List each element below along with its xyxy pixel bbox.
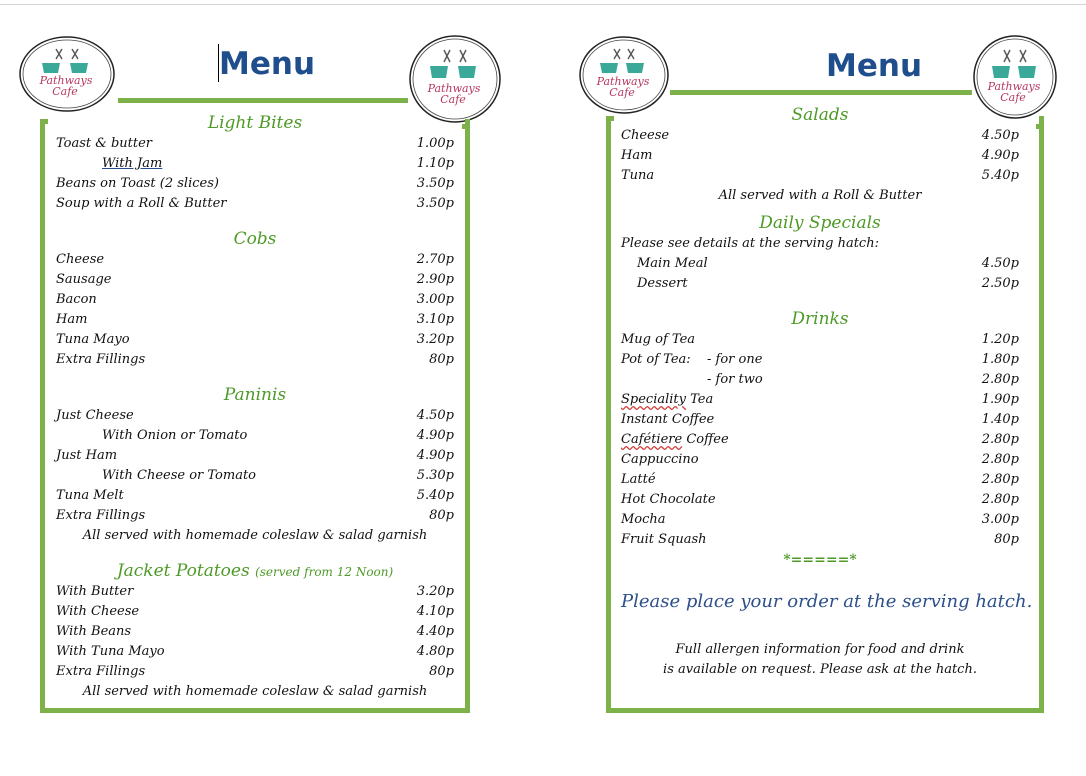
item-price: 4.10p [416, 604, 454, 619]
section-divider: *=====* [783, 552, 857, 568]
item-price: 3.00p [981, 512, 1019, 527]
logo-text-line2: Cafe [1000, 91, 1026, 104]
menu-row [56, 174, 454, 194]
item-price: 80p [429, 352, 454, 367]
item-price: 2.80p [981, 372, 1019, 387]
left-frame-top-stub-right [462, 124, 470, 129]
logo-top-left [18, 35, 116, 113]
left-menu-panel [56, 112, 454, 702]
menu-row [56, 486, 454, 506]
item-name: Dessert [637, 276, 688, 291]
item-name: Latté [621, 472, 656, 487]
item-price: 2.90p [416, 272, 454, 287]
menu-row [56, 506, 454, 526]
allergen-line-2: is available on request. Please ask at the hatch. [663, 662, 977, 677]
item-price: 1.80p [981, 352, 1019, 367]
item-name: Cheese [621, 128, 670, 143]
item-name: Tuna Mayo [56, 332, 130, 347]
page-title-right: Menu [826, 48, 923, 84]
item-name: With Cheese or Tomato [102, 468, 257, 483]
menu-row [56, 270, 454, 290]
item-price: 5.40p [981, 168, 1019, 183]
item-name: With Butter [56, 584, 134, 599]
item-name: Main Meal [637, 256, 708, 271]
pot-two-label: - for two [707, 372, 763, 387]
section-note: All served with homemade coleslaw & salad garnish [82, 684, 428, 699]
logo-text-line1: Pathways [427, 82, 481, 95]
item-price: 4.90p [416, 448, 454, 463]
speciality-rest: Tea [690, 392, 714, 407]
item-name: With Beans [56, 624, 132, 639]
item-name: Extra Fillings [56, 508, 146, 523]
menu-row [56, 310, 454, 330]
menu-row [56, 426, 454, 446]
item-price: 80p [429, 508, 454, 523]
section-heading-drinks: Drinks [791, 309, 849, 329]
logo-text-line1: Pathways [987, 80, 1041, 93]
item-name: Mug of Tea [621, 332, 696, 347]
menu-row [621, 530, 1019, 550]
item-price: 3.00p [416, 292, 454, 307]
right-menu-panel [621, 104, 1033, 680]
menu-row [621, 450, 1019, 470]
section-heading-light-bites: Light Bites [207, 113, 303, 133]
item-name: Bacon [56, 292, 97, 307]
item-price: 3.10p [416, 312, 454, 327]
item-price: 2.70p [416, 252, 454, 267]
item-price: 3.20p [416, 332, 454, 347]
item-name: Extra Fillings [56, 664, 146, 679]
section-note: All served with homemade coleslaw & salad garnish [82, 528, 428, 543]
menu-row [621, 146, 1019, 166]
page-title-left: Menu [219, 46, 316, 82]
item-name: With Onion or Tomato [102, 428, 248, 443]
item-name: Hot Chocolate [621, 492, 716, 507]
item-price: 4.40p [416, 624, 454, 639]
menu-row [621, 126, 1019, 146]
specials-intro: Please see details at the serving hatch: [621, 236, 879, 251]
item-price: 3.20p [416, 584, 454, 599]
menu-row [621, 254, 1019, 274]
menu-row [56, 602, 454, 622]
menu-row [621, 330, 1019, 350]
item-name: Fruit Squash [621, 532, 707, 547]
item-name: Extra Fillings [56, 352, 146, 367]
item-name: Instant Coffee [621, 412, 715, 427]
speciality-word: Speciality [621, 392, 686, 407]
jacket-heading-text: Jacket Potatoes [116, 561, 250, 581]
menu-row [621, 166, 1019, 186]
menu-row [56, 134, 454, 154]
item-price: 2.80p [981, 452, 1019, 467]
item-name: With Tuna Mayo [56, 644, 165, 659]
item-name: Just Ham [56, 448, 118, 463]
top-border-line [0, 4, 1086, 5]
section-heading-daily-specials: Daily Specials [759, 213, 881, 233]
cafetiere-word: Cafétiere [621, 432, 683, 447]
item-name: With Jam [102, 156, 163, 171]
item-price: 1.10p [416, 156, 454, 171]
item-price: 5.30p [416, 468, 454, 483]
item-name: Beans on Toast (2 slices) [56, 176, 219, 191]
menu-row [56, 154, 454, 174]
menu-row [621, 390, 1019, 410]
item-name: Cheese [56, 252, 105, 267]
menu-row [621, 510, 1019, 530]
menu-row [621, 470, 1019, 490]
menu-row [621, 430, 1019, 450]
order-instruction: Please place your order at the serving hatch. [621, 591, 1033, 612]
item-name: Cappuccino [621, 452, 699, 467]
item-price: 4.50p [416, 408, 454, 423]
section-note: All served with a Roll & Butter [718, 188, 922, 203]
text-cursor [218, 44, 219, 82]
item-name: Tuna [621, 168, 655, 183]
menu-row [56, 466, 454, 486]
item-name [621, 430, 729, 450]
item-price: 3.50p [416, 176, 454, 191]
cafetiere-rest: Coffee [686, 432, 729, 447]
item-name: Ham [56, 312, 88, 327]
menu-row [56, 250, 454, 270]
logo-top-middle [408, 34, 502, 124]
menu-row [56, 662, 454, 682]
item-price: 4.90p [416, 428, 454, 443]
allergen-line-1: Full allergen information for food and drink [675, 642, 965, 657]
menu-row [621, 490, 1019, 510]
menu-row [56, 406, 454, 426]
item-price: 80p [429, 664, 454, 679]
menu-row [621, 370, 1019, 390]
menu-row [56, 642, 454, 662]
logo-text-line2: Cafe [440, 93, 466, 106]
logo-text-line1: Pathways [596, 75, 650, 88]
item-price: 3.50p [416, 196, 454, 211]
item-price: 1.90p [981, 392, 1019, 407]
section-heading-cobs: Cobs [233, 229, 277, 249]
left-top-bar [118, 98, 408, 103]
logo-text-line1: Pathways [39, 74, 93, 87]
section-heading-paninis: Paninis [223, 385, 287, 405]
menu-row [56, 350, 454, 370]
item-price: 1.40p [981, 412, 1019, 427]
menu-row [56, 330, 454, 350]
right-frame-top-stub-right [1036, 124, 1044, 129]
menu-row [56, 194, 454, 214]
logo-text-line2: Cafe [52, 85, 78, 98]
pot-label: Pot of Tea: [621, 352, 691, 367]
item-price: 4.80p [416, 644, 454, 659]
menu-row [621, 410, 1019, 430]
menu-row [621, 274, 1019, 294]
item-name: Tuna Melt [56, 488, 124, 503]
item-price: 2.50p [981, 276, 1019, 291]
pot-spacer [621, 370, 707, 390]
menu-row [56, 290, 454, 310]
item-price: 1.00p [416, 136, 454, 151]
item-price: 5.40p [416, 488, 454, 503]
menu-row [56, 582, 454, 602]
item-price: 4.90p [981, 148, 1019, 163]
menu-row [56, 622, 454, 642]
item-price: 4.50p [981, 128, 1019, 143]
item-name: Toast & butter [56, 136, 153, 151]
section-heading-jacket-potatoes [56, 560, 454, 582]
menu-row [621, 350, 1019, 370]
item-name: Soup with a Roll & Butter [56, 196, 227, 211]
item-name: Sausage [56, 272, 112, 287]
item-price: 1.20p [981, 332, 1019, 347]
logo-text-line2: Cafe [609, 86, 635, 99]
item-price: 2.80p [981, 492, 1019, 507]
left-frame-top-stub [40, 119, 48, 124]
right-frame-top-stub [606, 116, 614, 121]
right-top-bar [670, 90, 972, 95]
item-name: Just Cheese [56, 408, 134, 423]
item-name [621, 390, 713, 410]
jacket-heading-note: (served from 12 Noon) [255, 565, 394, 579]
item-price: 4.50p [981, 256, 1019, 271]
pot-one-label: - for one [707, 352, 763, 367]
menu-row [56, 446, 454, 466]
item-price: 2.80p [981, 472, 1019, 487]
item-name: Mocha [621, 512, 666, 527]
item-name: Ham [621, 148, 653, 163]
item-price: 80p [994, 532, 1019, 547]
item-name: With Cheese [56, 604, 140, 619]
item-price: 2.80p [981, 432, 1019, 447]
logo-right-left [578, 35, 670, 115]
section-heading-salads: Salads [791, 105, 849, 125]
